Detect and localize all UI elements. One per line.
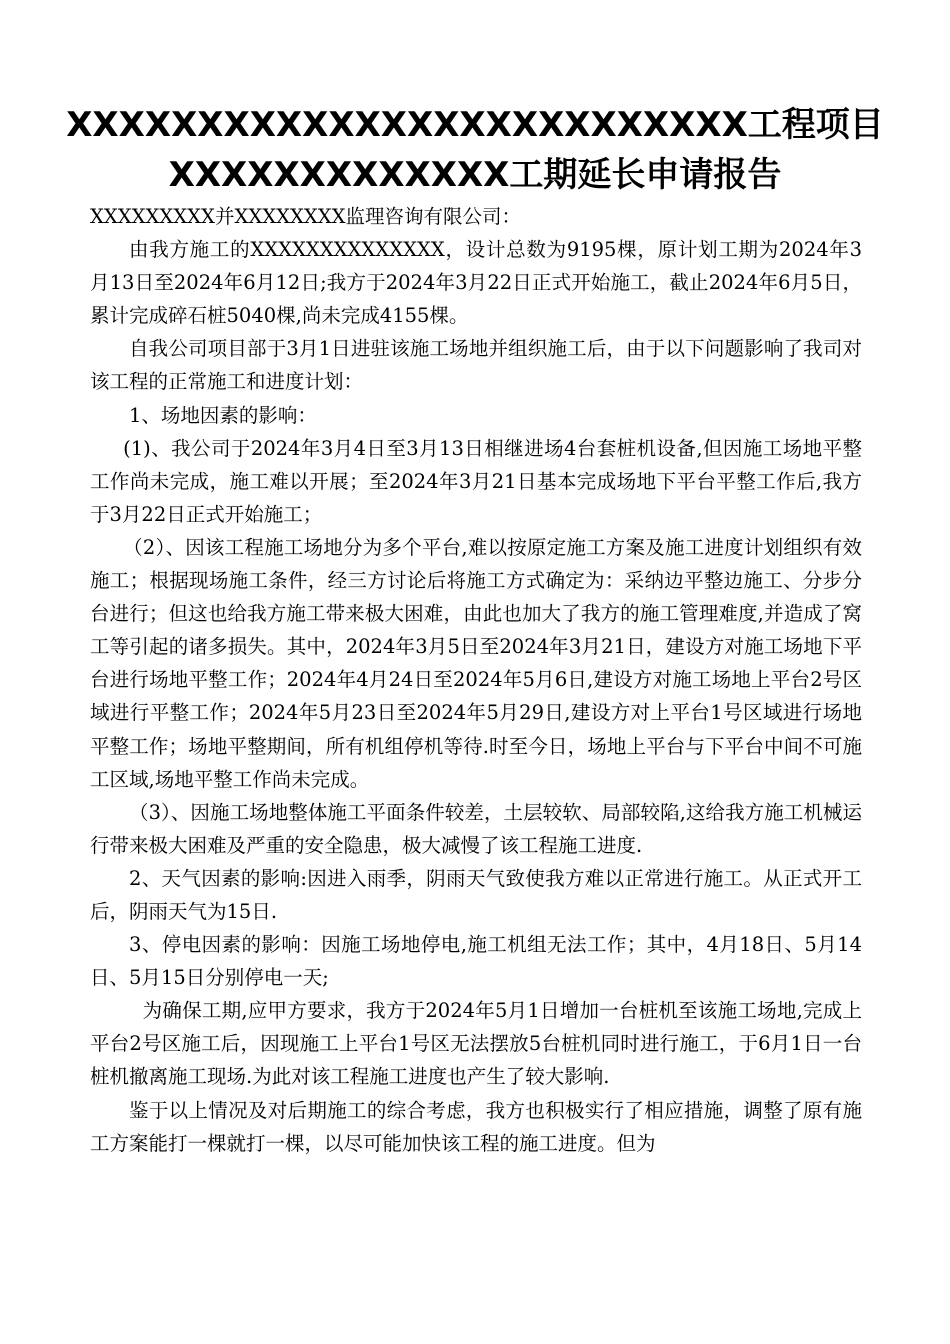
paragraph-site-factor-2: （2）、因该工程施工场地分为多个平台,难以按原定施工方案及施工进度计划组织有效施工；根据现场施工条件，经三方讨论后将施工方式确定为：采纳边平整边施工、分步分台进行；但这也给我方施工带来极大困难，由此也加大了我方的施工管理难度,并造成了窝工等引起的诸多损失。其中，2024年3月5日至2024年3月21日，建设方对施工场地下平台进行场地平整工作；2024年4月24日至2024年5月6日,建设方对施工场地上平台2号区域进行平整工作；2024年5月23日至2024年5月29日,建设方对上平台1号区域进行场地平整工作；场地平整期间，所有机组停机等待.时至今日，场地上平台与下平台中间不可施工区域,场地平整工作尚未完成。 bbox=[90, 535, 862, 791]
paragraph-measures: 鉴于以上情况及对后期施工的综合考虑，我方也积极实行了相应措施，调整了原有施工方案能打一棵就打一棵，以尽可能加快该工程的施工进度。但为 bbox=[90, 1098, 862, 1155]
paragraph-site-factor-1: (1)、我公司于2024年3月4日至3月13日相继进场4台套桩机设备,但因施工场地平整工作尚未完成，施工难以开展；至2024年3月21日基本完成场地下平台平整工作后,我方于3月22日正式开始施工； bbox=[90, 436, 862, 526]
heading-site-factors: 1、场地因素的影响： bbox=[129, 403, 317, 427]
document-title-line-2: XXXXXXXXXXXXX工期延长申请报告 bbox=[168, 155, 782, 195]
document-body bbox=[90, 200, 862, 1160]
document-title-line-1: XXXXXXXXXXXXXXXXXXXXXXXXXX工程项目 bbox=[66, 105, 884, 145]
paragraph-extra-pile-machine: 为确保工期,应甲方要求，我方于2024年5月1日增加一台桩机至该施工场地,完成上平台2号区施工后，因现施工上平台1号区无法摆放5台桩机同时进行施工，于6月1日一台桩机撤离施工现场.为此对该工程施工进度也产生了较大影响. bbox=[90, 999, 862, 1089]
paragraph-power-outage-factor: 3、停电因素的影响：因施工场地停电,施工机组无法工作；其中，4月18日、5月14日、5月15日分别停电一天; bbox=[90, 933, 862, 990]
paragraph-overview: 由我方施工的XXXXXXXXXXXXXX，设计总数为9195棵，原计划工期为2024年3月13日至2024年6月12日;我方于2024年3月22日正式开始施工，截止2024年6月5日，累计完成碎石桩5040棵,尚未完成4155棵。 bbox=[90, 238, 862, 328]
salutation: XXXXXXXXX并XXXXXXXX监理咨询有限公司： bbox=[90, 205, 521, 228]
paragraph-reasons-intro: 自我公司项目部于3月1日进驻该施工场地并组织施工后，由于以下问题影响了我司对该工程的正常施工和进度计划： bbox=[90, 337, 862, 394]
paragraph-site-factor-3: （3）、因施工场地整体施工平面条件较差，土层较软、局部较陷,这给我方施工机械运行带来极大困难及严重的安全隐患，极大减慢了该工程施工进度. bbox=[90, 800, 862, 857]
paragraph-weather-factor: 2、天气因素的影响:因进入雨季，阴雨天气致使我方难以正常进行施工。从正式开工后，阴雨天气为15日. bbox=[90, 866, 862, 923]
